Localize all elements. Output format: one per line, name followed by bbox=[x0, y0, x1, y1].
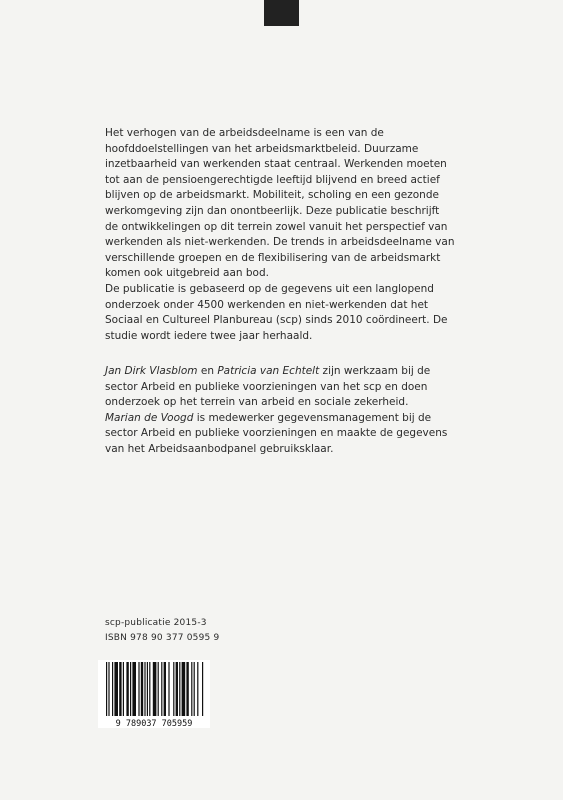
barcode-bar bbox=[182, 662, 186, 716]
barcode-bar bbox=[197, 662, 198, 716]
author-bio-text-2: is medewerker gegevensmanagement bij de sector Arbeid en publieke voorzieningen en maakte de gegevens van het Arbeidsaanbodpanel gebruiksklaar. bbox=[105, 411, 448, 455]
barcode-bar bbox=[141, 662, 143, 716]
barcode-bar bbox=[161, 662, 162, 716]
barcode-bar bbox=[126, 662, 128, 716]
author-name-1: Jan Dirk Vlasblom bbox=[105, 365, 198, 377]
barcode-bar bbox=[153, 662, 157, 716]
barcode-bar bbox=[179, 662, 180, 716]
series-number: scp-publicatie 2015-3 bbox=[105, 618, 207, 628]
author-connector: en bbox=[197, 365, 218, 377]
description-text bbox=[105, 126, 455, 344]
barcode-bar bbox=[173, 662, 174, 716]
barcode-graphic bbox=[98, 660, 210, 728]
barcode-bar bbox=[106, 662, 107, 716]
publication-meta bbox=[105, 616, 219, 646]
barcode-bar bbox=[164, 662, 166, 716]
barcode-bar bbox=[191, 662, 192, 716]
isbn-barcode bbox=[98, 660, 210, 728]
barcode-bar bbox=[119, 662, 121, 716]
barcode-bar bbox=[108, 662, 109, 716]
barcode-bar bbox=[194, 662, 195, 716]
barcode-bar bbox=[132, 662, 136, 716]
barcode-bar bbox=[123, 662, 124, 716]
description-paragraph-2: De publicatie is gebaseerd op de gegevens uit een langlopend onderzoek onder 4500 werkenden en niet-werkenden dat het Sociaal en Cultureel Planbureau (scp) sinds 2010 coördineert. De studie wordt iedere twee jaar herhaald. bbox=[105, 282, 448, 342]
author-bio-2 bbox=[105, 411, 455, 458]
barcode-bar bbox=[130, 662, 131, 716]
barcode-bar bbox=[114, 662, 118, 716]
spine-mark bbox=[264, 0, 299, 26]
barcode-bar bbox=[158, 662, 159, 716]
barcode-bar bbox=[186, 662, 188, 716]
isbn-number: ISBN 978 90 377 0595 9 bbox=[105, 633, 220, 643]
author-name-2: Patricia van Echtelt bbox=[217, 365, 320, 377]
author-bio-1 bbox=[105, 364, 455, 411]
barcode-bar bbox=[168, 662, 169, 716]
barcode-bar bbox=[149, 662, 150, 716]
description-paragraph-1: Het verhogen van de arbeidsdeelname is een van de hoofddoelstellingen van het arbeidsmarktbeleid. Duurzame inzetbaarheid van werkenden staat centraal. Werkenden moeten tot aan de pensioengerechtigde leeftijd blijvend en breed actief blijven op de arbeidsmarkt. Mobiliteit, scholing en een gezonde werkomgeving zijn dan onontbeerlijk. Deze publicatie beschrijft de ontwikkelingen op dit terrein zowel vanuit het perspectief van werkenden als niet-werkenden. De trends in arbeidsdeelname van verschillende groepen en de flexibilisering van de arbeidsmarkt komen ook uitgebreid aan bod. bbox=[105, 127, 455, 280]
barcode-bar bbox=[147, 662, 148, 716]
barcode-bar bbox=[138, 662, 139, 716]
author-bio-text-1: zijn werkzaam bij de sector Arbeid en publieke voorzieningen van het scp en doen onderzoek op het terrein van arbeid en sociale zekerheid. bbox=[105, 365, 431, 409]
barcode-bar bbox=[202, 662, 203, 716]
barcode-bar bbox=[112, 662, 113, 716]
barcode-digits: 9 789037 705959 bbox=[115, 719, 193, 728]
barcode-bar bbox=[176, 662, 178, 716]
barcode-bar bbox=[144, 662, 145, 716]
author-name-3: Marian de Voogd bbox=[105, 411, 194, 424]
author-info bbox=[105, 364, 455, 458]
